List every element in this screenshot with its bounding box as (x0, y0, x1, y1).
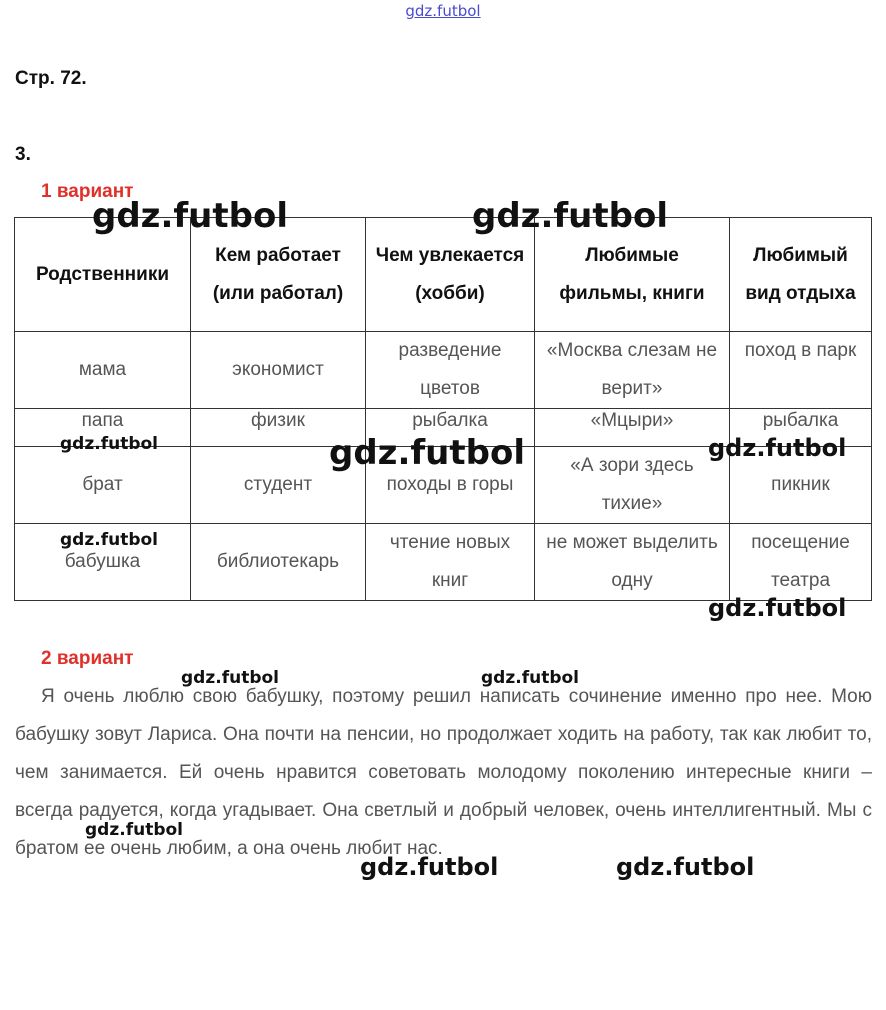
task-number: 3. (15, 144, 31, 165)
table-cell: разведение цветов (366, 332, 535, 409)
table-cell: «А зори здесь тихие» (535, 447, 730, 524)
table-cell: не может выделить одну (535, 524, 730, 601)
table-cell: библиотекарь (191, 524, 366, 601)
table-cell: чтение новых книг (366, 524, 535, 601)
column-header: Кем работает (или работал) (191, 218, 366, 332)
variant-2-title: 2 вариант (41, 648, 134, 669)
watermark: gdz.futbol (92, 196, 288, 236)
table-cell: брат (15, 447, 191, 524)
column-header: Родственники (15, 218, 191, 332)
watermark: gdz.futbol (60, 434, 158, 454)
watermark: gdz.futbol (708, 594, 847, 622)
table-cell: «Мцыри» (535, 409, 730, 447)
table-cell: студент (191, 447, 366, 524)
table-cell: физик (191, 409, 366, 447)
watermark: gdz.futbol (329, 433, 525, 473)
watermark: gdz.futbol (708, 434, 847, 462)
table-row (15, 332, 872, 409)
table-cell: рыбалка (366, 409, 535, 447)
watermark: gdz.futbol (60, 530, 158, 550)
site-link[interactable]: gdz.futbol (405, 2, 481, 20)
table-cell: папа (15, 409, 191, 447)
watermark: gdz.futbol (181, 668, 279, 688)
table-cell: походы в горы (366, 447, 535, 524)
column-header: Любимые фильмы, книги (535, 218, 730, 332)
table-cell: мама (15, 332, 191, 409)
variant-1-title: 1 вариант (41, 181, 134, 202)
table-cell: посещение театра (730, 524, 872, 601)
essay-text: Я очень люблю свою бабушку, поэтому решил написать сочинение именно про нее. Мою бабушку зовут Лариса. Она почти на пенсии, но продолжает ходить на работу, так как любит то, чем занимается. Ей очень нравится советовать молодому поколению интересные книги – всегда радуется, когда угадывает. Она светлый и добрый человек, очень интеллигентный. Мы с братом ее очень любим, а она очень любит нас. (15, 686, 872, 859)
table-cell: экономист (191, 332, 366, 409)
watermark: gdz.futbol (616, 853, 755, 881)
column-header: Любимый вид отдыха (730, 218, 872, 332)
watermark: gdz.futbol (472, 196, 668, 236)
watermark: gdz.futbol (85, 820, 183, 840)
watermark: gdz.futbol (360, 853, 499, 881)
column-header: Чем увлекается (хобби) (366, 218, 535, 332)
page-reference: Стр. 72. (15, 68, 87, 89)
watermark: gdz.futbol (481, 668, 579, 688)
table-cell: бабушка (15, 524, 191, 601)
table-cell: пикник (730, 447, 872, 524)
table-cell: поход в парк (730, 332, 872, 409)
table-cell: рыбалка (730, 409, 872, 447)
table-cell: «Москва слезам не верит» (535, 332, 730, 409)
